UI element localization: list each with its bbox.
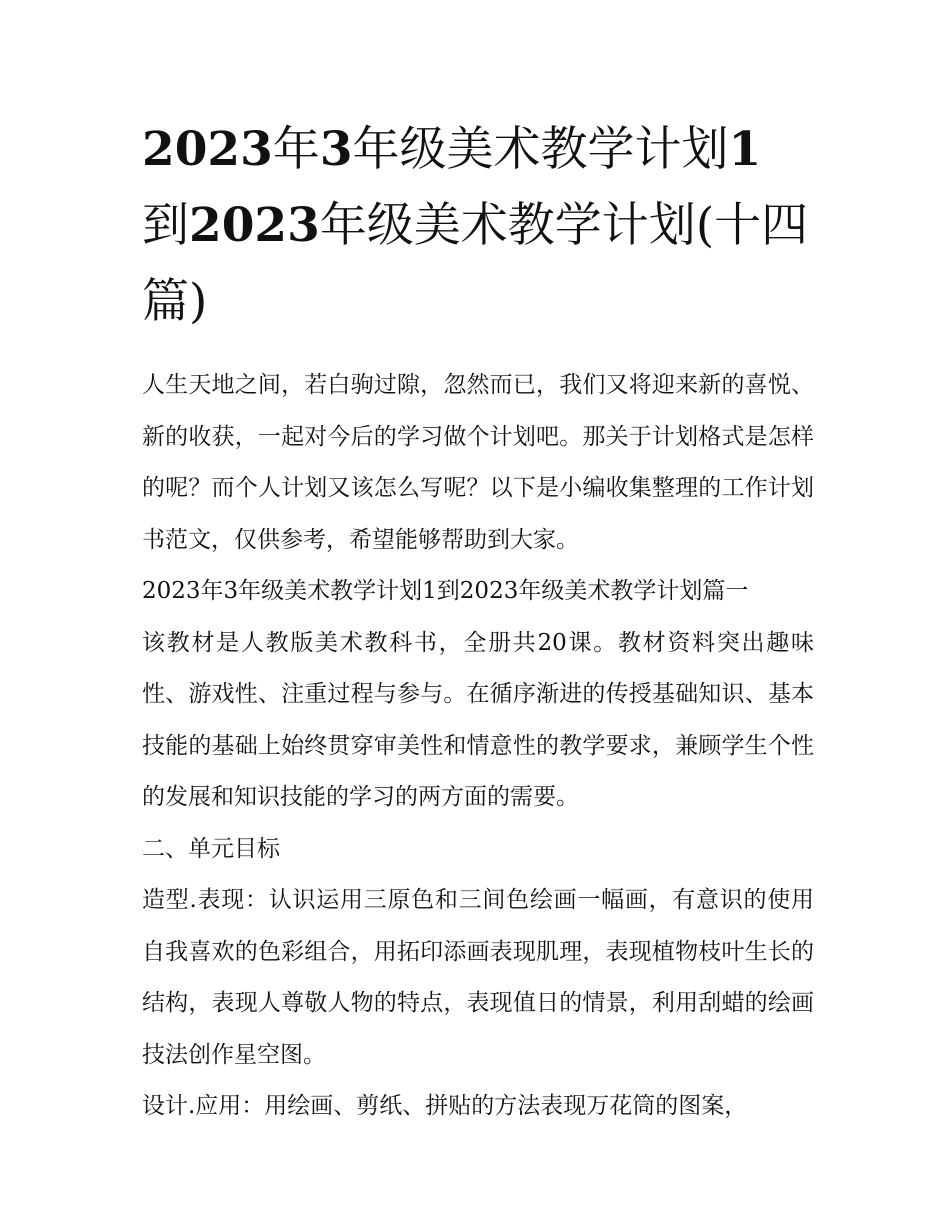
title-text: 到 bbox=[142, 198, 189, 253]
title-text: 年级美术教学计划 bbox=[319, 198, 696, 253]
title-text: 年 bbox=[272, 122, 320, 177]
body-paragraph: 造型.表现：认识运用三原色和三间色绘画一幅画，有意识的使用自我喜欢的色彩组合，用拓印添画表现肌理，表现植物枝叶生长的结构，表现人尊敬人物的特点，表现值日的情景，利用刮蜡的绘画技法创作星空图。 bbox=[142, 887, 814, 1068]
title-year: 2023 bbox=[142, 122, 273, 177]
section-heading: 2023年3年级美术教学计划1到2023年级美术教学计划篇一 bbox=[142, 578, 749, 604]
title-number: 1 bbox=[728, 122, 762, 177]
title-text: 年级美术教学计划 bbox=[352, 122, 729, 177]
section-heading: 二、单元目标 bbox=[142, 835, 280, 862]
title-text: (十四篇) bbox=[142, 198, 809, 329]
body-paragraph: 设计.应用：用绘画、剪纸、拼贴的方法表现万花筒的图案， bbox=[142, 1093, 748, 1119]
body-paragraph: 该教材是人教版美术教科书，全册共20课。教材资料突出趣味性、游戏性、注重过程与参与。在循序渐进的传授基础知识、基本技能的基础上始终贯穿审美性和情意性的教学要求，兼顾学生个性的发展和知识技能的学习的两方面的需要。 bbox=[142, 629, 814, 810]
intro-paragraph: 人生天地之间，若白驹过隙，忽然而已，我们又将迎来新的喜悦、新的收获，一起对今后的学习做个计划吧。那关于计划格式是怎样的呢？而个人计划又该怎么写呢？以下是小编收集整理的工作计划书范文，仅供参考，希望能够帮助到大家。 bbox=[142, 372, 814, 553]
document-title bbox=[142, 112, 814, 340]
title-year: 2023 bbox=[189, 198, 320, 253]
document-page bbox=[142, 112, 814, 1133]
title-grade-number: 3 bbox=[319, 122, 353, 177]
